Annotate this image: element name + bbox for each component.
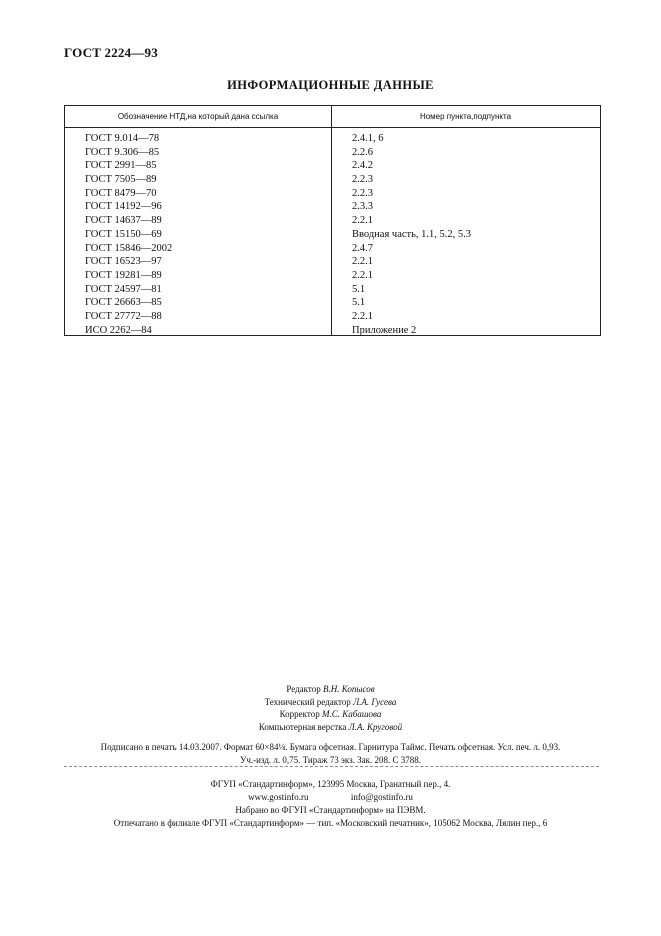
cell-clause: 2.2.1 — [352, 215, 373, 227]
imprint-block — [0, 741, 661, 766]
cell-clause: Приложение 2 — [352, 324, 417, 336]
publisher-email[interactable]: info@gostinfo.ru — [350, 792, 413, 802]
cell-document: ГОСТ 24597—81 — [85, 283, 162, 295]
table-row — [65, 159, 600, 173]
table-row — [65, 310, 600, 324]
cell-document: ГОСТ 16523—97 — [85, 256, 162, 268]
table-row — [65, 283, 600, 297]
table-row — [65, 214, 600, 228]
cell-clause: 2.2.3 — [352, 174, 373, 186]
credit-proofreader: Корректор М.С. Кабашова — [279, 709, 382, 719]
cell-clause: 5.1 — [352, 297, 366, 309]
publisher-block — [0, 778, 661, 830]
cell-clause: 2.2.3 — [352, 187, 373, 199]
credit-tech-editor: Технический редактор Л.А. Гусева — [264, 696, 397, 707]
table-body — [65, 132, 600, 337]
cell-document: ГОСТ 7505—89 — [85, 174, 157, 186]
cell-document: ИСО 2262—84 — [85, 324, 152, 336]
table-row — [65, 200, 600, 214]
publisher-contacts — [0, 791, 661, 804]
cell-document: ГОСТ 2991—85 — [85, 160, 157, 172]
separator-rule — [64, 766, 599, 767]
column-header-clause: Номер пункта,подпункта — [419, 112, 512, 121]
table-row — [65, 228, 600, 242]
section-title: ИНФОРМАЦИОННЫЕ ДАННЫЕ — [227, 78, 434, 92]
credit-editor: Редактор В.Н. Копысов — [286, 684, 375, 694]
cell-clause: 2.4.2 — [352, 160, 373, 172]
publisher-address: ФГУП «Стандартинформ», 123995 Москва, Гранатный пер., 4. — [210, 779, 451, 789]
cell-clause: Вводная часть, 1.1, 5.2, 5.3 — [352, 228, 472, 240]
table-row — [65, 132, 600, 146]
credits-block — [0, 683, 661, 733]
cell-document: ГОСТ 15150—69 — [85, 228, 162, 240]
cell-clause: 2.2.1 — [352, 256, 373, 268]
printed-note: Отпечатано в филиале ФГУП «Стандартинформ» — тип. «Московский печатник», 105062 Москва, Лялин пер., 6 — [113, 818, 548, 828]
cell-document: ГОСТ 14637—89 — [85, 215, 162, 227]
cell-document: ГОСТ 26663—85 — [85, 297, 162, 309]
table-row — [65, 187, 600, 201]
cell-document: ГОСТ 9.014—78 — [85, 133, 160, 144]
cell-clause: 2.2.6 — [352, 146, 373, 158]
cell-document: ГОСТ 19281—89 — [85, 269, 162, 281]
table-row — [65, 255, 600, 269]
cell-clause: 2.4.7 — [352, 242, 373, 254]
table-row — [65, 324, 600, 338]
table-row — [65, 269, 600, 283]
cell-clause: 2.2.1 — [352, 269, 373, 281]
cell-clause: 2.2.1 — [352, 310, 373, 322]
typeset-note: Набрано во ФГУП «Стандартинформ» на ПЭВМ. — [235, 805, 426, 815]
imprint-line-2: Уч.-изд. л. 0,75. Тираж 73 экз. Зак. 208. С 3788. — [239, 754, 422, 765]
publisher-website[interactable]: www.gostinfo.ru — [248, 792, 309, 802]
table-header — [65, 106, 600, 128]
document-code: ГОСТ 2224—93 — [64, 45, 158, 60]
table-row — [65, 173, 600, 187]
table-row — [65, 242, 600, 256]
cell-document: ГОСТ 27772—88 — [85, 310, 162, 322]
table-row — [65, 146, 600, 160]
cell-document: ГОСТ 8479—70 — [85, 187, 157, 199]
imprint-line-1: Подписано в печать 14.03.2007. Формат 60×84⅛. Бумага офсетная. Гарнитура Таймс. Печать офсетная. Усл. печ. л. 0,93. — [100, 742, 561, 752]
column-header-document: Обозначение НТД,на который дана ссылка — [117, 112, 279, 121]
cell-document: ГОСТ 15846—2002 — [85, 242, 173, 254]
credit-layout: Компьютерная верстка Л.А. Круговой — [258, 721, 403, 732]
cell-document: ГОСТ 14192—96 — [85, 201, 162, 213]
table-row — [65, 296, 600, 310]
cell-clause: 5.1 — [352, 283, 366, 295]
reference-table — [64, 105, 601, 336]
cell-clause: 2.4.1, 6 — [352, 133, 384, 144]
cell-clause: 2.3.3 — [352, 201, 373, 213]
cell-document: ГОСТ 9.306—85 — [85, 146, 160, 158]
